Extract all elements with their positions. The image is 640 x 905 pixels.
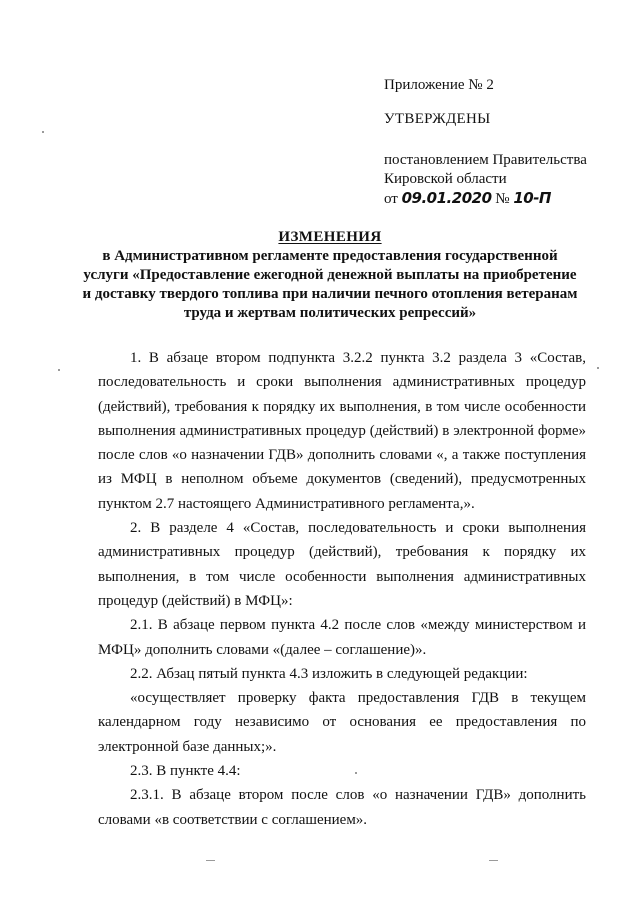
title-line-3: и доставку твердого топлива при наличии печного отопления ветеранам [82,286,578,302]
approval-block [384,76,624,209]
paragraph-2-1: 2.1. В абзаце первом пункта 4.2 после слов «между министерством и МФЦ» дополнить словами «(далее – соглашение)». [98,617,586,658]
scan-speck [42,131,44,133]
appendix-label: Приложение № 2 [384,77,494,93]
document-title-block [60,228,600,323]
handwritten-date: 09.01.2020 [401,189,492,207]
approved-label: УТВЕРЖДЕНЫ [384,111,491,127]
paragraph-quote: «осуществляет проверку факта предоставления ГДВ в текущем календарном году независимо от основания ее предоставления по электронной базе данных;». [98,690,586,755]
handwritten-number: 10-П [513,189,551,207]
scan-speck [489,860,498,861]
paragraph-1: 1. В абзаце втором подпункта 3.2.2 пункта 3.2 раздела 3 «Состав, последовательность и сроки выполнения административных процедур (действий), требования к порядку их выполнения, в том числе особенности выполнения административных процедур (действий) в электронной форме» после слов «о назначении ГДВ» дополнить словами «, а также поступления из МФЦ в неполном объеме документов (сведений), предусмотренных пунктом 2.7 настоящего Административного регламента,». [98,350,586,512]
decree-date-number-line [384,189,624,209]
paragraph-2: 2. В разделе 4 «Состав, последовательность и сроки выполнения административных процедур (действий), требования к порядку их выполнения, в том числе особенности выполнения административных процедур (действий) в МФЦ»: [98,520,586,609]
scan-speck [597,367,599,369]
document-heading: ИЗМЕНЕНИЯ [278,229,382,245]
number-label: № [495,191,510,207]
title-line-2: услуги «Предоставление ежегодной денежной выплаты на приобретение [83,267,577,283]
decree-line-1: постановлением Правительства [384,152,587,168]
paragraph-2-2: 2.2. Абзац пятый пункта 4.3 изложить в следующей редакции: [130,665,528,682]
scan-speck [58,369,60,371]
document-body [98,346,586,832]
scan-speck [206,860,215,861]
decree-line-2: Кировской области [384,171,507,187]
title-line-1: в Административном регламенте предоставления государственной [102,248,558,264]
from-label: от [384,191,398,207]
paragraph-2-3-1: 2.3.1. В абзаце втором после слов «о назначении ГДВ» дополнить словами «в соответствии с соглашением». [98,787,586,828]
title-line-4: труда и жертвам политических репрессий» [183,305,477,321]
paragraph-2-3: 2.3. В пункте 4.4: [130,763,241,780]
